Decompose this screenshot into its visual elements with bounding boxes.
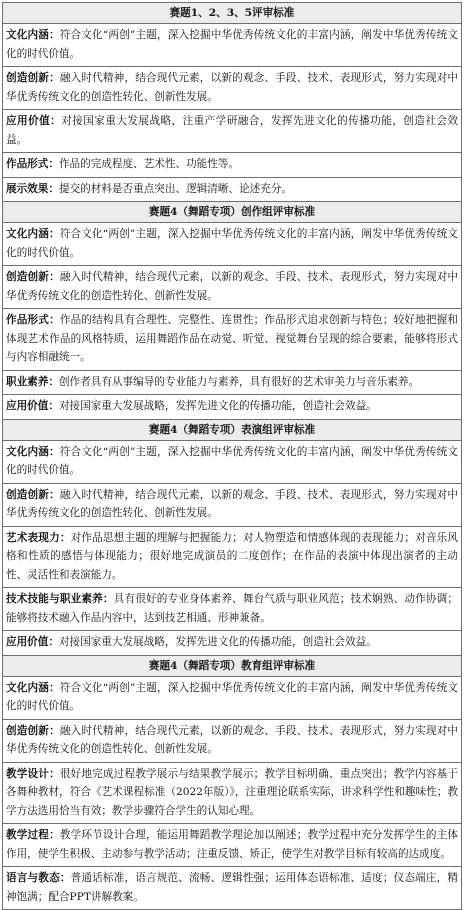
criterion-row (3, 631, 462, 656)
criterion-label: 技术技能与职业素养： (6, 593, 114, 605)
section-header-row (3, 419, 462, 440)
criteria-table-body (3, 3, 462, 910)
criterion-row (3, 588, 462, 631)
criterion-text: 符合文化“两创”主题，深入挖掘中华优秀传统文化的丰富内涵，阐发中华优秀传统文化的时代价值。 (6, 29, 458, 60)
criterion-text: 融入时代精神，结合现代元素，以新的观念、手段、技术、表现形式，努力实现对中华优秀传统文化的创造性转化、创新性发展。 (6, 271, 459, 302)
criteria-document (2, 2, 462, 910)
criterion-text: 对接国家重大发展战略，发挥先进文化的传播功能，创造社会效益。 (58, 400, 377, 412)
criterion-row (3, 395, 462, 420)
criterion-label: 文化内涵： (6, 681, 60, 694)
criterion-text: 符合文化“两创”主题，深入挖掘中华优秀传统文化的丰富内涵，阐发中华优秀传统文化的时代价值。 (6, 681, 458, 712)
criterion-cell (3, 24, 462, 67)
criterion-row (3, 24, 462, 67)
section-header-row (3, 655, 462, 676)
criterion-text: 普通话标准，语言规范、流畅、逻辑性强；运用体态语标准、适度；仪态端庄，精神饱满；配合PPT讲解教案。 (6, 872, 459, 903)
section-title: 赛题4（舞蹈专项）创作组评审标准 (3, 202, 462, 223)
section-title: 赛题4（舞蹈专项）表演组评审标准 (3, 419, 462, 440)
criterion-text: 作品的结构具有合理性、完整性、连贯性；作品形式追求创新与特色；较好地把握和体现艺术作品的风格特质，运用舞蹈作品在动觉、听觉、视觉舞台呈现的综合要素，能够将形式与内容相融统一。 (6, 314, 459, 363)
criterion-label: 展示效果： (6, 182, 59, 195)
criterion-text: 符合文化“两创”主题，深入挖掘中华优秀传统文化的丰富内涵，阐发中华优秀传统文化的时代价值。 (6, 228, 458, 259)
criterion-cell (3, 67, 462, 110)
criterion-cell (3, 110, 462, 153)
criterion-text: 融入时代精神，结合现代元素，以新的观念、手段、技术、表现形式，努力实现对中华优秀传统文化的创造性转化、创新性发展。 (6, 488, 459, 519)
criterion-label: 文化内涵： (6, 29, 60, 41)
criterion-row (3, 309, 462, 371)
criterion-text: 具有很好的专业身体素养、舞台气质与职业风范；技术娴熟、动作协调；能够将技术融入作品内容中，达到技艺相通、形神兼备。 (6, 593, 459, 624)
section-title: 赛题1、2、3、5评审标准 (3, 3, 462, 24)
criterion-label: 语言与教态： (6, 872, 71, 884)
criterion-cell (3, 153, 462, 178)
criterion-row (3, 177, 462, 202)
criterion-row (3, 719, 462, 762)
criterion-text: 对接国家重大发展战略，注重产学研融合，发挥先进文化的传播功能，创造社会效益。 (6, 115, 459, 146)
criterion-text: 提交的材料是否重点突出、逻辑清晰、论述充分。 (58, 182, 293, 195)
criterion-cell (3, 762, 462, 824)
criterion-label: 创造创新： (6, 271, 60, 283)
criterion-cell (3, 309, 462, 371)
criterion-label: 职业素养： (6, 375, 59, 388)
section-header-row (3, 3, 462, 24)
criterion-cell (3, 177, 462, 202)
criterion-cell (3, 395, 462, 420)
criterion-label: 艺术表现力： (6, 531, 71, 544)
criterion-row (3, 110, 462, 153)
criterion-label: 应用价值： (6, 400, 59, 412)
criterion-cell (3, 526, 462, 588)
criterion-cell (3, 867, 462, 910)
criterion-cell (3, 631, 462, 656)
criterion-text: 很好地完成过程教学展示与结果教学展示；教学目标明确、重点突出；教学内容基于各舞种教材，符合《艺术课程标准（2022年版）》，注重理论联系实际，讲求科学性和趣味性；教学方法选用恰当有效；教学步骤符合学生的认知心理。 (6, 767, 459, 817)
criterion-row (3, 824, 462, 867)
criterion-row (3, 370, 462, 395)
criterion-cell (3, 223, 462, 266)
criterion-label: 文化内涵： (6, 445, 60, 458)
criterion-label: 教学过程： (6, 829, 60, 841)
criterion-cell (3, 588, 462, 631)
criteria-table (2, 2, 462, 910)
criterion-cell (3, 719, 462, 762)
criterion-cell (3, 483, 462, 526)
criterion-text: 教学环节设计合理，能运用舞蹈教学理论加以阐述；教学过程中充分发挥学生的主体作用，使学生积极、主动参与教学活动；注重反馈、矫正，使学生对教学目标有较高的达成度。 (6, 829, 459, 860)
criterion-label: 应用价值： (6, 115, 62, 127)
criterion-text: 符合文化“两创”主题，深入挖掘中华优秀传统文化的丰富内涵，阐发中华优秀传统文化的时代价值。 (6, 445, 458, 476)
criterion-row (3, 440, 462, 483)
criterion-cell (3, 824, 462, 867)
criterion-row (3, 762, 462, 824)
criterion-text: 对接国家重大发展战略，发挥先进文化的传播功能，创造社会效益。 (58, 636, 377, 648)
criterion-label: 作品形式： (6, 158, 59, 170)
criterion-label: 作品形式： (6, 314, 60, 326)
criterion-row (3, 223, 462, 266)
criterion-text: 作品的完成程度、艺术性、功能性等。 (58, 158, 240, 170)
criterion-cell (3, 440, 462, 483)
criterion-row (3, 67, 462, 110)
criterion-label: 创造创新： (6, 724, 60, 737)
criterion-row (3, 266, 462, 309)
section-header-row (3, 202, 462, 223)
criterion-cell (3, 266, 462, 309)
criterion-label: 创造创新： (6, 72, 60, 84)
criterion-label: 创造创新： (6, 488, 60, 501)
criterion-row (3, 153, 462, 178)
criterion-cell (3, 676, 462, 719)
criterion-label: 教学设计： (6, 767, 60, 780)
criterion-cell (3, 370, 462, 395)
criterion-label: 文化内涵： (6, 228, 60, 240)
criterion-row (3, 526, 462, 588)
criterion-text: 融入时代精神，结合现代元素，以新的观念、手段、技术、表现形式，努力实现对中华优秀传统文化的创造性转化、创新性发展。 (6, 72, 459, 103)
criterion-text: 融入时代精神，结合现代元素，以新的观念、手段、技术、表现形式，努力实现对中华优秀传统文化的创造性转化、创新性发展。 (6, 724, 459, 755)
criterion-text: 对作品思想主题的理解与把握能力；对人物塑造和情感体现的表现能力；对音乐风格和性质的感悟与体现能力；很好地完成演员的二度创作；在作品的表演中体现出演者的主动性、灵活性和表演能力。 (6, 531, 459, 581)
criterion-row (3, 676, 462, 719)
criterion-row (3, 867, 462, 910)
section-title: 赛题4（舞蹈专项）教育组评审标准 (3, 655, 462, 676)
criterion-label: 应用价值： (6, 636, 59, 648)
criterion-text: 创作者具有从事编导的专业能力与素养，具有很好的艺术审美力与音乐素养。 (58, 375, 420, 388)
criterion-row (3, 483, 462, 526)
